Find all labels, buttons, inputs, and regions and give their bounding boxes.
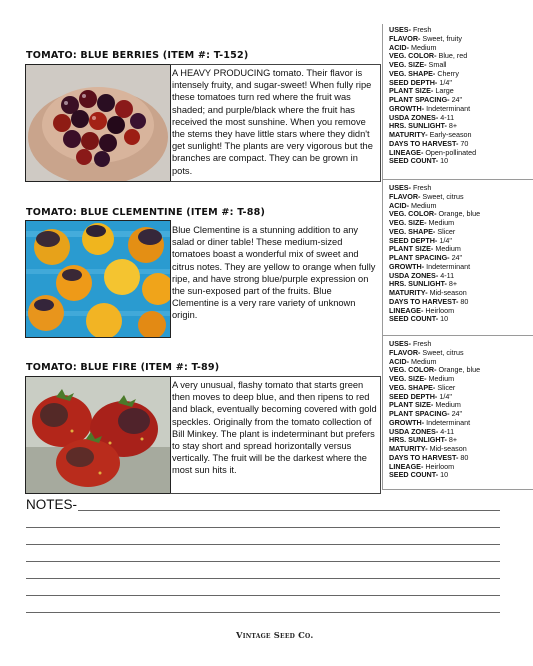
- spec-row-seed-depth: SEED DEPTH- 1/4": [389, 235, 452, 245]
- item-title: TOMATO: BLUE CLEMENTINE (ITEM #: T-88): [26, 207, 266, 218]
- spec-row-seed-depth: SEED DEPTH- 1/4": [389, 77, 452, 87]
- product-photo-blue-clementine: [25, 220, 171, 338]
- notes-line: [26, 527, 500, 528]
- spec-row-uses: USES- Fresh: [389, 339, 432, 348]
- spec-row-acid: ACID- Medium: [389, 42, 437, 52]
- spec-row-acid: ACID- Medium: [389, 356, 437, 366]
- section-divider: [382, 335, 533, 336]
- spec-row-lineage: LINEAGE- Open-pollinated: [389, 147, 477, 157]
- spec-row-veg-color: VEG. COLOR- Blue, red: [389, 51, 468, 61]
- spec-row-usda-zones: USDA ZONES- 4-11: [389, 270, 455, 280]
- spec-row-maturity: MATURITY- Mid-season: [389, 444, 467, 453]
- notes-line: [78, 510, 500, 511]
- spec-row-days-to-harvest: DAYS TO HARVEST- 80: [389, 452, 469, 462]
- spec-row-seed-count: SEED COUNT- 10: [389, 314, 449, 324]
- spec-row-hrs-sunlight: HRS. SUNLIGHT- 8+: [389, 279, 458, 289]
- item-description: Blue Clementine is a stunning addition to any salad or diner table! These medium-sized tomatoes boast a wonderful mix of sweet and citrus notes. They are yellow to orange when fully ripe, and have strong blue/purple expression on the sun-exposed part of the fruits. Blue Clementine is a very rare variety of unknown origin.: [172, 225, 376, 321]
- spec-row-seed-count: SEED COUNT- 10: [389, 470, 449, 480]
- spec-list: [389, 184, 531, 324]
- brand-logo: Vintage Seed Co.: [236, 630, 314, 640]
- spec-row-days-to-harvest: DAYS TO HARVEST- 70: [389, 138, 469, 148]
- spec-row-days-to-harvest: DAYS TO HARVEST- 80: [389, 296, 469, 306]
- spec-row-veg-size: VEG. SIZE- Small: [389, 60, 447, 69]
- spec-row-usda-zones: USDA ZONES- 4-11: [389, 426, 455, 436]
- product-photo-blue-fire: [25, 376, 171, 494]
- spec-row-plant-size: PLANT SIZE- Medium: [389, 400, 461, 410]
- item-title: TOMATO: BLUE FIRE (ITEM #: T-89): [26, 362, 220, 373]
- spec-row-plant-spacing: PLANT SPACING- 24": [389, 409, 463, 418]
- spec-row-veg-color: VEG. COLOR- Orange, blue: [389, 209, 481, 219]
- item-title: TOMATO: BLUE BERRIES (ITEM #: T-152): [26, 50, 249, 61]
- spec-row-hrs-sunlight: HRS. SUNLIGHT- 8+: [389, 121, 458, 131]
- spec-row-uses: USES- Fresh: [389, 25, 432, 34]
- notes-line: [26, 612, 500, 613]
- notes-line: [26, 578, 500, 579]
- spec-row-plant-size: PLANT SIZE- Medium: [389, 244, 461, 254]
- notes-line: [26, 595, 500, 596]
- spec-row-growth: GROWTH- Indeterminant: [389, 103, 471, 113]
- spec-row-lineage: LINEAGE- Heirloom: [389, 461, 455, 471]
- spec-row-acid: ACID- Medium: [389, 200, 437, 210]
- spec-row-growth: GROWTH- Indeterminant: [389, 261, 471, 271]
- spec-row-hrs-sunlight: HRS. SUNLIGHT- 8+: [389, 435, 458, 445]
- spec-list: [389, 340, 531, 480]
- spec-row-veg-size: VEG. SIZE- Medium: [389, 374, 455, 383]
- column-divider: [382, 24, 383, 490]
- spec-row-seed-count: SEED COUNT- 10: [389, 156, 449, 166]
- spec-row-veg-color: VEG. COLOR- Orange, blue: [389, 365, 481, 375]
- spec-row-uses: USES- Fresh: [389, 183, 432, 192]
- notes-line: [26, 561, 500, 562]
- section-divider: [382, 179, 533, 180]
- spec-row-lineage: LINEAGE- Heirloom: [389, 305, 455, 315]
- spec-row-growth: GROWTH- Indeterminant: [389, 417, 471, 427]
- spec-row-maturity: MATURITY- Mid-season: [389, 288, 467, 297]
- spec-list: [389, 26, 531, 166]
- spec-row-plant-spacing: PLANT SPACING- 24": [389, 253, 463, 262]
- product-photo-blue-berries: [25, 64, 171, 182]
- spec-row-seed-depth: SEED DEPTH- 1/4": [389, 391, 452, 401]
- section-divider: [382, 489, 533, 490]
- spec-row-veg-shape: VEG. SHAPE- Slicer: [389, 226, 456, 236]
- item-description: A very unusual, flashy tomato that starts green then moves to deep blue, and then ripens to red and black, eventually becoming covered with gold speckles. Originally from the tomato collection of Bill Minkey. The plant is indeterminant but prefers to stay short and spread horizontally versus vertically. The fruit will be the darkest where the most sun hits it.: [172, 380, 377, 476]
- spec-row-veg-size: VEG. SIZE- Medium: [389, 218, 455, 227]
- spec-row-flavor: FLAVOR- Sweet, fruity: [389, 33, 462, 43]
- spec-row-plant-size: PLANT SIZE- Large: [389, 86, 454, 96]
- spec-row-maturity: MATURITY- Early-season: [389, 130, 472, 139]
- spec-row-usda-zones: USDA ZONES- 4-11: [389, 112, 455, 122]
- spec-row-veg-shape: VEG. SHAPE- Slicer: [389, 382, 456, 392]
- spec-row-plant-spacing: PLANT SPACING- 24": [389, 95, 463, 104]
- notes-line: [26, 544, 500, 545]
- notes-label: NOTES-: [26, 497, 78, 512]
- spec-row-flavor: FLAVOR- Sweet, citrus: [389, 347, 464, 357]
- spec-row-veg-shape: VEG. SHAPE- Cherry: [389, 68, 459, 78]
- spec-row-flavor: FLAVOR- Sweet, citrus: [389, 191, 464, 201]
- item-description: A HEAVY PRODUCING tomato. Their flavor is intensely fruity, and sugar-sweet! When fully ripe these tomatoes turn red where the fruit was shaded; and purple/black where the fruit has received the most sunshine. When you remove the stems they have little stars where they didn't get sunlight! The plants are very vigorous but the branches are compact. They can be grown in pots.: [172, 68, 373, 176]
